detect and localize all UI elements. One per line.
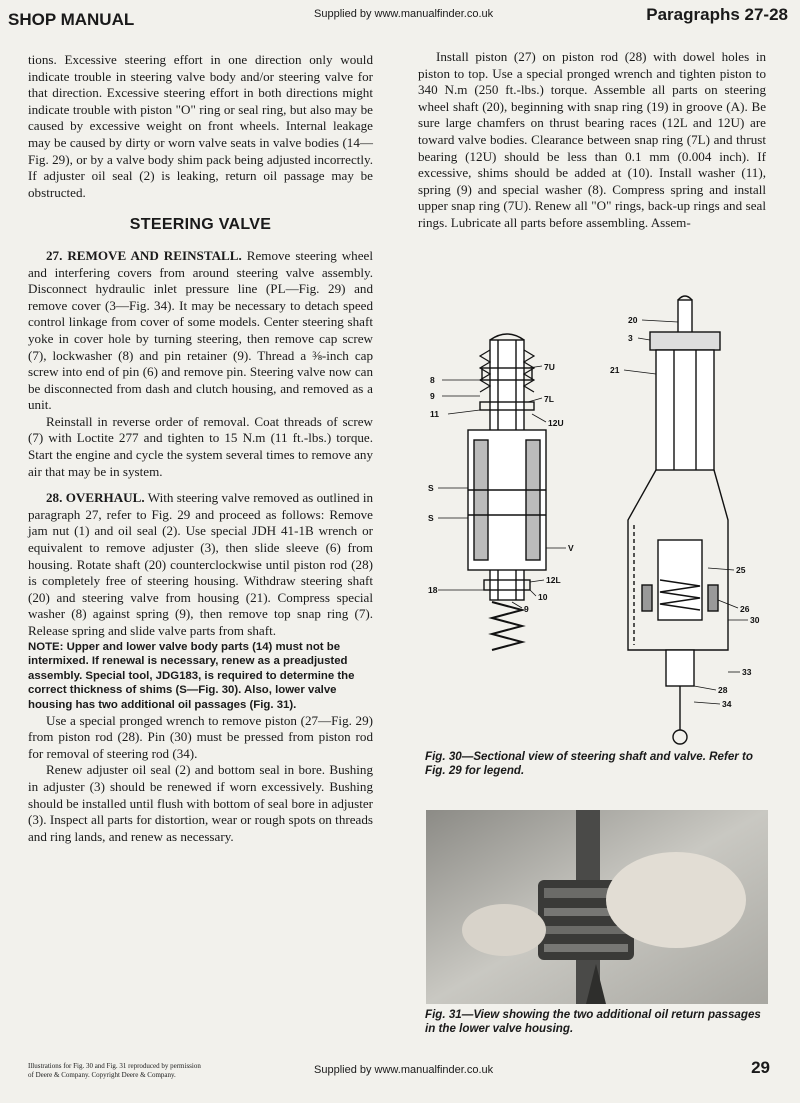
paragraph-28-text: With steering valve removed as outlined in paragraph 27, refer to Fig. 29 and proceed as follows: Remove jam nut (1) and oil seal (2). Use special JDH 41-1B wrench or equivalent to remove adjuster (3), then slide sleeve (6) from housing. Rotate shaft (20) counterclockwise until piston rod (28) is completely free of steering housing. Withdraw steering shaft (20) and steering valve from housing (21). Compress special washer (8) against spring (9), then remove top snap ring (7). Release spring and slide valve parts from shaft. bbox=[28, 490, 374, 638]
manual-title: SHOP MANUAL bbox=[8, 10, 135, 29]
label-20: 20 bbox=[628, 315, 638, 325]
valve-body-drawing bbox=[468, 334, 546, 650]
label-7u: 7U bbox=[544, 362, 555, 372]
hand-shape bbox=[606, 852, 746, 948]
section-title: STEERING VALVE bbox=[129, 216, 272, 234]
illustration-credit bbox=[28, 1062, 268, 1080]
label-18: 18 bbox=[428, 585, 438, 595]
label-7l: 7L bbox=[544, 394, 554, 404]
left-column bbox=[28, 52, 373, 845]
label-21: 21 bbox=[610, 365, 620, 375]
label-25: 25 bbox=[736, 565, 746, 575]
figure-31-photo bbox=[426, 810, 768, 1004]
cylinder-drawing bbox=[628, 296, 728, 744]
paragraph-27-text: Remove steering wheel and interfering covers from around steering valve assembly. Disconnect hydraulic inlet pressure line (PL—Fig. 29) and remove cover (3—Fig. 34). It may be necessary to detach speed control linkage from cover of some models. Center steering shaft yoke in cover hole by turning steering, then remove cap screw (7), lockwasher (8) and pin retainer (9). Thread a ⅜-inch cap screw into end of pin (6) and remove pin. Steering valve now can be disconnected from dash and clutch housing, and removed as a unit. bbox=[28, 247, 373, 413]
paragraph-27-heading: 27. REMOVE AND REINSTALL. bbox=[46, 247, 242, 263]
label-8: 8 bbox=[430, 375, 435, 385]
label-3: 3 bbox=[628, 333, 633, 343]
supplier-footer: Supplied by www.manualfinder.co.uk bbox=[314, 1064, 494, 1076]
paragraph-range: Paragraphs 27-28 bbox=[646, 5, 788, 24]
label-34: 34 bbox=[722, 699, 732, 709]
renew-paragraph: Renew adjuster oil seal (2) and bottom seal in bore. Bushing in adjuster (3) should be renewed if worn excessively. Bushing should be installed until flush with bottom of seal bore in adjuster (3). Inspect all parts for distortion, wear or rough spots on threads and ring lands, and renew as necessary. bbox=[28, 762, 373, 844]
label-11: 11 bbox=[430, 409, 439, 419]
right-column bbox=[418, 49, 766, 232]
credit-line-2: of Deere & Company. Copyright Deere & Company. bbox=[28, 1071, 176, 1079]
piston-paragraph: Use a special pronged wrench to remove piston (27—Fig. 29) from piston rod (28). Pin (30) must be pressed from piston rod for removal of steering rod (34). bbox=[28, 712, 373, 761]
figure-31-caption: Fig. 31—View showing the two additional oil return passages in the lower valve housing. bbox=[425, 1008, 761, 1035]
label-12u: 12U bbox=[548, 418, 564, 428]
label-9: 9 bbox=[430, 391, 435, 401]
supplier-header: Supplied by www.manualfinder.co.uk bbox=[314, 8, 494, 20]
intro-paragraph: tions. Excessive steering effort in one direction only would indicate trouble in steering valve body and/or steering valve for that direction. Excessive steering effort in both directions might indicate trouble with piston "O" ring or seal ring, but also may be caused by excessive weight on front wheels. Internal leakage may be caused by dirty or worn valve seats in valve bodies (14—Fig. 29), or by a valve body shim pack being adjusted incorrectly. If adjuster oil seal (2) is leaking, return oil passage may be obstructed. bbox=[28, 52, 373, 200]
label-9-lower: 9 bbox=[524, 604, 529, 614]
label-v: V bbox=[568, 543, 574, 553]
note-box: NOTE: Upper and lower valve body parts (14) must not be intermixed. If renewal is necessary, renew as a preadjusted assembly. Special tool, JDG183, is required to determine the correct thickness of shims (S—Fig. 30). Also, lower valve housing has two additional oil passages (Fig. 31). bbox=[28, 640, 355, 711]
label-s-lower: S bbox=[428, 513, 434, 523]
label-12l: 12L bbox=[546, 575, 561, 585]
figure-30-diagram bbox=[428, 290, 768, 755]
install-paragraph: Install piston (27) on piston rod (28) with dowel holes in piston to top. Use a special pronged wrench and tighten piston to 340 N.m (250 ft.-lbs.) torque. Assemble all parts on steering wheel shaft (20), beginning with snap ring (19) in groove (A). Be sure large chamfers on thrust bearing races (12L and 12U) are toward valve bodies. Clearance between snap ring (7L) and thrust bearing (12U) should be less than 0.1 mm (0.004 inch). If excessive, shims should be added at (10). Install washer (11), spring (9) and special washer (8). Compress spring and install upper snap ring (7U). Renew all "O" rings, back-up rings and seal rings. Lubricate all parts before assembling. Assem- bbox=[418, 49, 766, 230]
paragraph-28-heading: 28. OVERHAUL. bbox=[46, 490, 145, 506]
label-10: 10 bbox=[538, 592, 548, 602]
label-28: 28 bbox=[718, 685, 728, 695]
reinstall-paragraph: Reinstall in reverse order of removal. Coat threads of screw (7) with Loctite 277 and tighten to 15 N.m (11 ft.-lbs.) torque. Start the engine and cycle the system several times to remove any air that may be in system. bbox=[28, 413, 373, 479]
page-number: 29 bbox=[751, 1058, 770, 1077]
label-33: 33 bbox=[742, 667, 752, 677]
label-30: 30 bbox=[750, 615, 760, 625]
label-s-upper: S bbox=[428, 483, 434, 493]
label-26: 26 bbox=[740, 604, 750, 614]
credit-line-1: Illustrations for Fig. 30 and Fig. 31 reproduced by permission bbox=[28, 1062, 201, 1070]
paragraph-27 bbox=[28, 248, 373, 414]
paragraph-28 bbox=[28, 490, 373, 639]
figure-30-caption: Fig. 30—Sectional view of steering shaft and valve. Refer to Fig. 29 for legend. bbox=[425, 750, 753, 777]
